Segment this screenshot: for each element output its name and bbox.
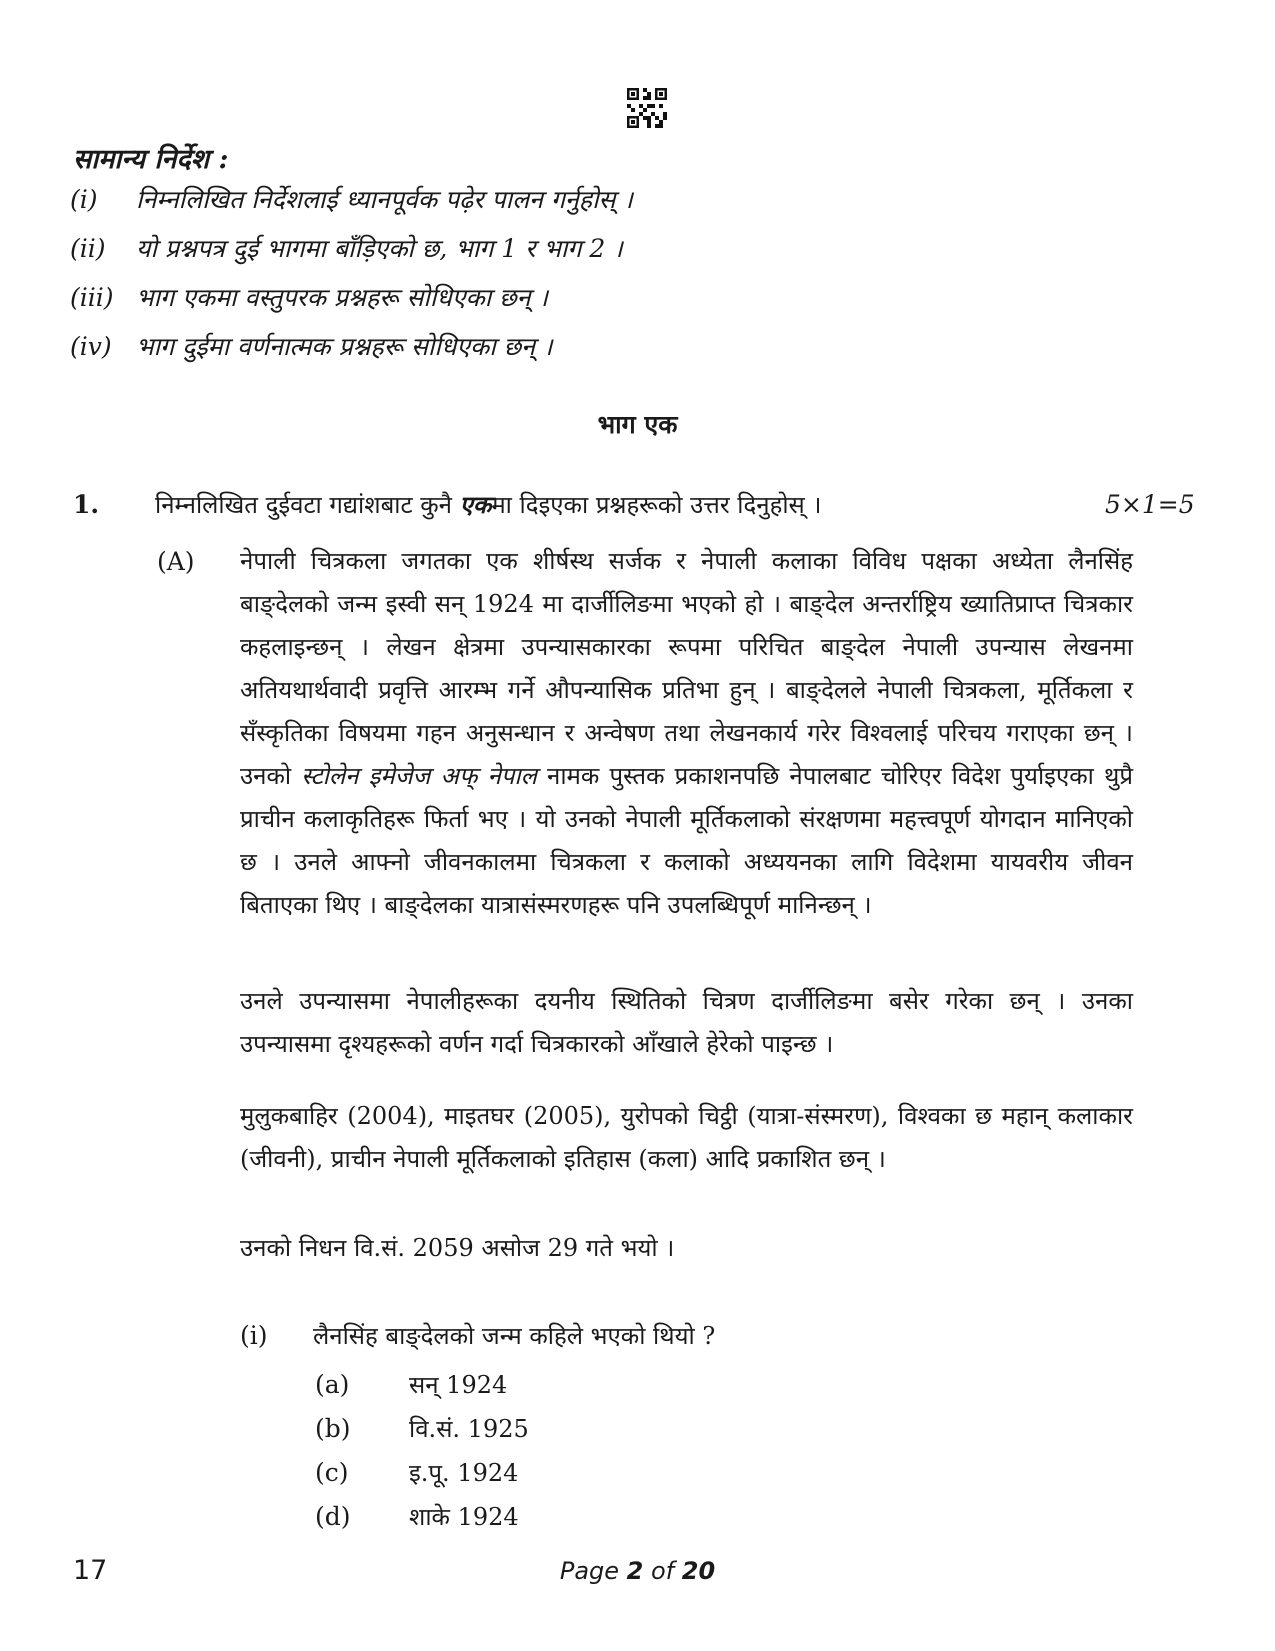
option-text: शाके 1924 [409, 1503, 519, 1531]
paper-code: 17 [73, 1555, 108, 1586]
option-text: सन् 1924 [409, 1371, 508, 1399]
option-label: (b) [315, 1414, 351, 1443]
instruction-number: (iv) [70, 332, 112, 361]
instruction-text: भाग दुईमा वर्णनात्मक प्रश्नहरू सोधिएका छन् । [136, 332, 553, 361]
passage-paragraph-4: उनको निधन वि.सं. 2059 असोज 29 गते भयो । [240, 1234, 675, 1262]
option-label: (c) [315, 1458, 349, 1487]
question-marks: 5×1=5 [1105, 490, 1195, 519]
question-text-before: निम्नलिखित दुईवटा गद्यांशबाट कुनै [155, 491, 460, 519]
instruction-number: (i) [70, 185, 98, 214]
passage-text: नामक पुस्तक प्रकाशनपछि नेपालबाट चोरिएर विदेश पुर्याइएका थुप्रै प्राचीन कलाकृतिहरू फिर्ता भए । यो उनको नेपाली मूर्तिकलाको संरक्षणमा महत्त्वपूर्ण योगदान मानिएको छ । उनले आफ्नो जीवनकालमा चित्रकला र कलाको अध्ययनका लागि विदेशमा यायवरीय जीवन बिताएका थिए । बाङ्‌देलका यात्रासंस्मरणहरू पनि उपलब्धिपूर्ण मानिन्छन् । [240, 762, 1133, 919]
page-prefix: Page [559, 1557, 627, 1585]
question-text-emphasis: एक [459, 490, 492, 519]
page-current: 2 [626, 1557, 644, 1585]
page-total: 20 [681, 1557, 716, 1585]
instruction-item [70, 327, 1170, 367]
option-label: (d) [315, 1502, 351, 1531]
question-text-after: मा दिइएका प्रश्नहरूको उत्तर दिनुहोस् । [491, 491, 822, 519]
instruction-number: (ii) [70, 234, 106, 263]
passage-paragraph-3: मुलुकबाहिर (2004), माइतघर (2005), युरोपको चिट्ठी (यात्रा-संस्मरण), विश्वका छ महान् कलाकार (जीवनी), प्राचीन नेपाली मूर्तिकलाको इतिहास (कला) आदि प्रकाशित छन् । [240, 1102, 1133, 1173]
instructions-title: सामान्य निर्देश : [73, 144, 229, 175]
passage-paragraph-1 [240, 540, 1133, 927]
option-label: (a) [315, 1370, 350, 1399]
qr-code-icon [627, 88, 667, 128]
option-text: वि.सं. 1925 [409, 1415, 529, 1443]
passage-paragraph-2: उनले उपन्यासमा नेपालीहरूका दयनीय स्थितिको चित्रण दार्जीलिङमा बसेर गरेका छन् । उनका उपन्यासमा दृश्यहरूको वर्णन गर्दा चित्रकारको आँखाले हेरेको पाइन्छ । [240, 987, 1133, 1058]
sub-question-text: लैनसिंह बाङ्‌देलको जन्म कहिले भएको थियो ? [313, 1322, 716, 1350]
question-number: 1. [73, 490, 100, 519]
section-title: भाग एक [597, 410, 678, 439]
passage-text: नेपाली चित्रकला जगतका एक शीर्षस्थ सर्जक र नेपाली कलाका विविध पक्षका अध्येता लैनसिंह बाङ्‌देलको जन्म इस्वी सन् 1924 मा दार्जीलिङमा भएको हो । बाङ्‌देल अन्तर्राष्ट्रिय ख्यातिप्राप्त चित्रकार कहलाइन्छन् । लेखन क्षेत्रमा उपन्यासकारका रूपमा परिचित बाङ्‌देल नेपाली उपन्यास लेखनमा अतियथार्थवादी प्रवृत्ति आरम्भ गर्ने औपन्यासिक प्रतिभा हुन् । बाङ्‌देलले नेपाली चित्रकला, मूर्तिकला र सँस्कृतिका विषयमा गहन अनुसन्धान र अन्वेषण तथा लेखनकार्य गरेर विश्वलाई परिचय गराएका छन् । उनको [240, 547, 1133, 790]
instruction-item [70, 278, 1170, 318]
instruction-text: यो प्रश्नपत्र दुई भागमा बाँड़िएको छ, भाग 1 र भाग 2 । [136, 234, 623, 263]
option-text: इ.पू. 1924 [409, 1459, 519, 1487]
sub-question-number: (i) [240, 1321, 268, 1350]
book-title: स्टोलेन इमेजेज अफ् नेपाल [301, 762, 537, 790]
instruction-item [70, 180, 1170, 220]
page-number [0, 1553, 1275, 1589]
page-of: of [643, 1557, 682, 1585]
passage-label: (A) [157, 547, 195, 576]
question-text [155, 485, 821, 525]
instruction-text: भाग एकमा वस्तुपरक प्रश्नहरू सोधिएका छन् । [136, 283, 548, 312]
instruction-number: (iii) [70, 283, 114, 312]
instruction-text: निम्नलिखित निर्देशलाई ध्यानपूर्वक पढ़ेर पालन गर्नुहोस् । [136, 185, 633, 214]
instruction-item [70, 229, 1170, 269]
